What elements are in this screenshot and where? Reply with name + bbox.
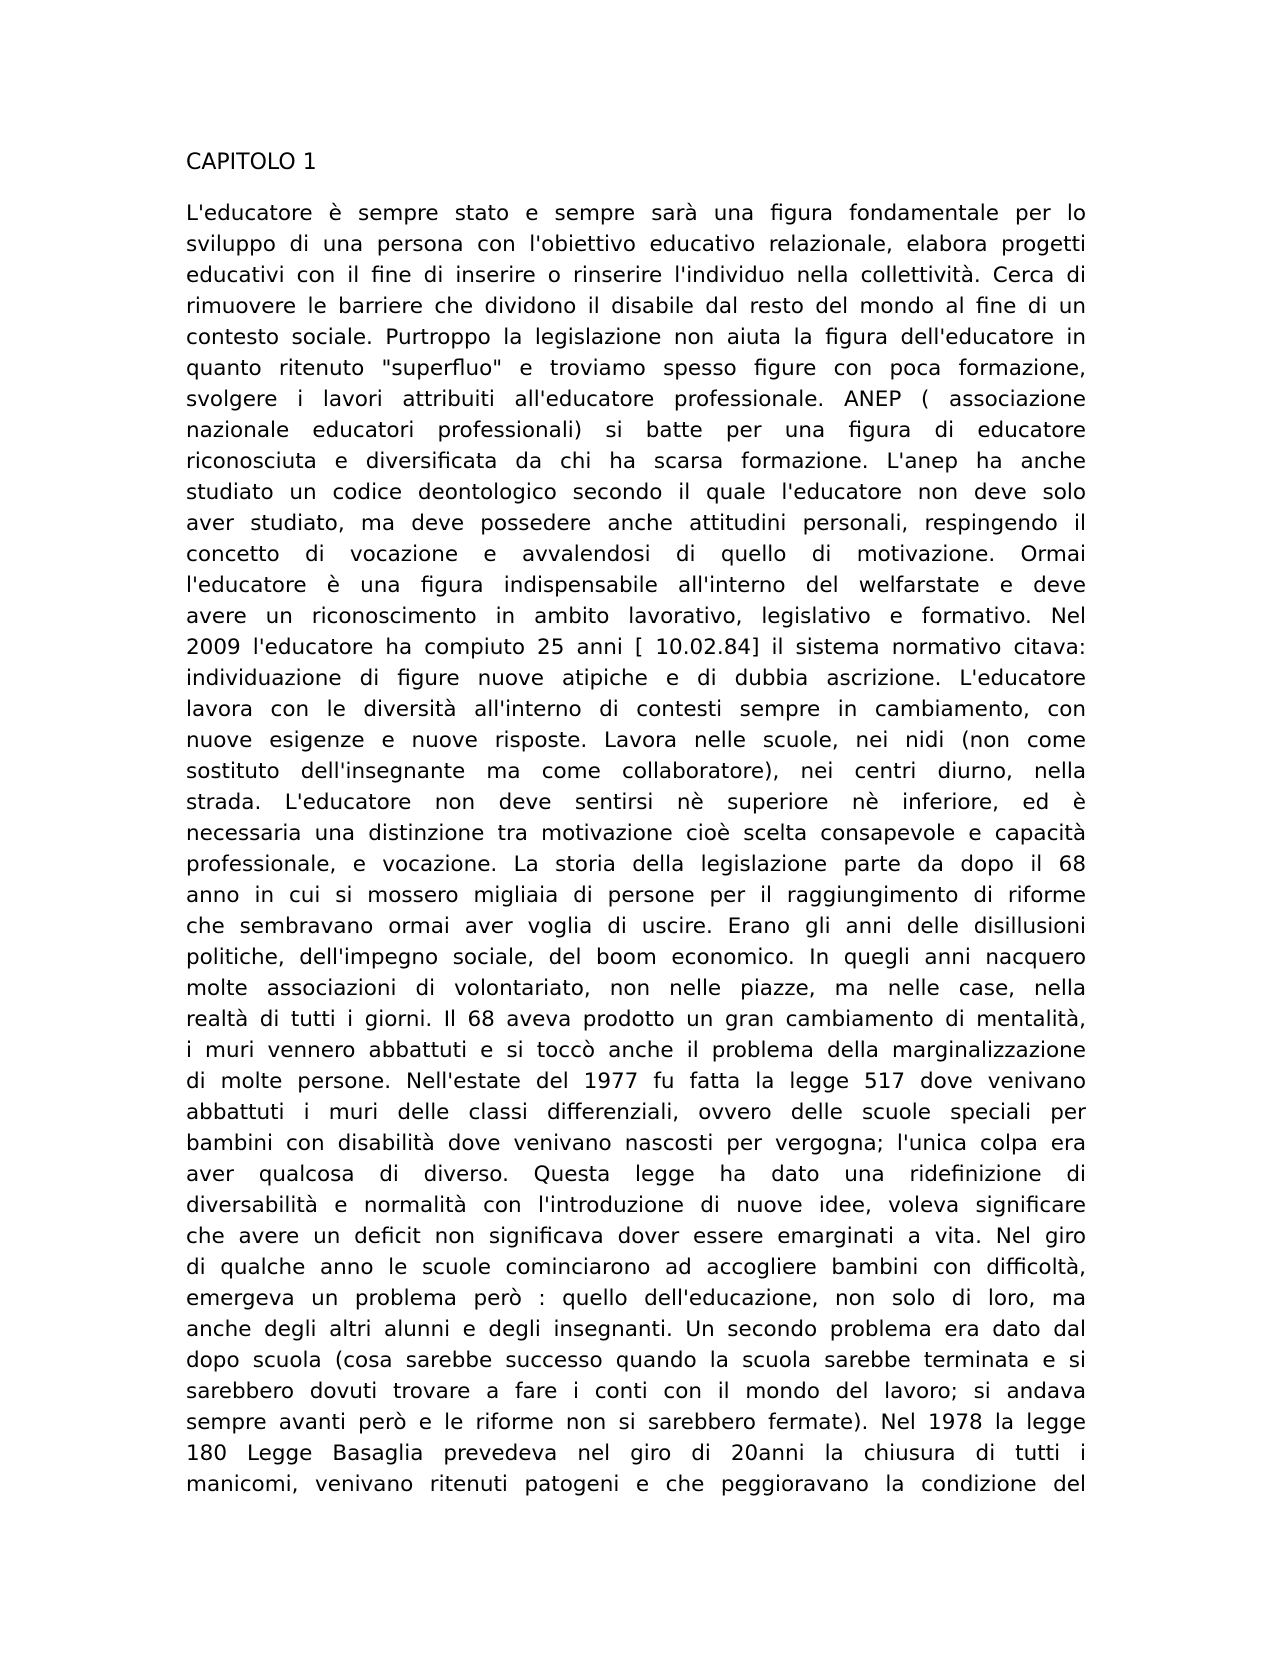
body-line: sostituto dell'insegnante ma come collaboratore), nei centri diurno, nella <box>186 759 1086 784</box>
body-line: sarebbero dovuti trovare a fare i conti con il mondo del lavoro; si andava <box>186 1379 1086 1404</box>
body-line: necessaria una distinzione tra motivazione cioè scelta consapevole e capacità <box>186 821 1086 846</box>
body-line: aver qualcosa di diverso. Questa legge ha dato una ridefinizione di <box>186 1162 1086 1187</box>
body-line: nazionale educatori professionali) si batte per una figura di educatore <box>186 418 1086 443</box>
body-line: L'educatore è sempre stato e sempre sarà una figura fondamentale per lo <box>186 201 1086 226</box>
body-line: di molte persone. Nell'estate del 1977 fu fatta la legge 517 dove venivano <box>186 1069 1086 1094</box>
body-line: educativi con il fine di inserire o rinserire l'individuo nella collettività. Cerca di <box>186 263 1086 288</box>
body-line: 2009 l'educatore ha compiuto 25 anni [ 10.02.84] il sistema normativo citava: <box>186 635 1086 660</box>
body-line: emergeva un problema però : quello dell'educazione, non solo di loro, ma <box>186 1286 1086 1311</box>
body-line: svolgere i lavori attribuiti all'educatore professionale. ANEP ( associazione <box>186 387 1086 412</box>
body-line: molte associazioni di volontariato, non nelle piazze, ma nelle case, nella <box>186 976 1086 1001</box>
body-line: professionale, e vocazione. La storia della legislazione parte da dopo il 68 <box>186 852 1086 877</box>
body-line: studiato un codice deontologico secondo il quale l'educatore non deve solo <box>186 480 1086 505</box>
body-line: abbattuti i muri delle classi differenziali, ovvero delle scuole speciali per <box>186 1100 1086 1125</box>
body-line: aver studiato, ma deve possedere anche attitudini personali, respingendo il <box>186 511 1086 536</box>
body-line: realtà di tutti i giorni. Il 68 aveva prodotto un gran cambiamento di mentalità, <box>186 1007 1086 1032</box>
body-line: concetto di vocazione e avvalendosi di quello di motivazione. Ormai <box>186 542 1086 567</box>
body-line: 180 Legge Basaglia prevedeva nel giro di 20anni la chiusura di tutti i <box>186 1441 1086 1466</box>
body-line: lavora con le diversità all'interno di contesti sempre in cambiamento, con <box>186 697 1086 722</box>
body-line: strada. L'educatore non deve sentirsi nè superiore nè inferiore, ed è <box>186 790 1086 815</box>
body-line: che avere un deficit non significava dover essere emarginati a vita. Nel giro <box>186 1224 1086 1249</box>
body-line: anche degli altri alunni e degli insegnanti. Un secondo problema era dato dal <box>186 1317 1086 1342</box>
body-line: politiche, dell'impegno sociale, del boom economico. In quegli anni nacquero <box>186 945 1086 970</box>
body-line: sempre avanti però e le riforme non si sarebbero fermate). Nel 1978 la legge <box>186 1410 1086 1435</box>
body-line: avere un riconoscimento in ambito lavorativo, legislativo e formativo. Nel <box>186 604 1086 629</box>
body-line: diversabilità e normalità con l'introduzione di nuove idee, voleva significare <box>186 1193 1086 1218</box>
body-line: contesto sociale. Purtroppo la legislazione non aiuta la figura dell'educatore in <box>186 325 1086 350</box>
body-line: bambini con disabilità dove venivano nascosti per vergogna; l'unica colpa era <box>186 1131 1086 1156</box>
body-line: quanto ritenuto "superfluo" e troviamo spesso figure con poca formazione, <box>186 356 1086 381</box>
body-line: l'educatore è una figura indispensabile all'interno del welfarstate e deve <box>186 573 1086 598</box>
body-line: riconosciuta e diversificata da chi ha scarsa formazione. L'anep ha anche <box>186 449 1086 474</box>
body-line: rimuovere le barriere che dividono il disabile dal resto del mondo al fine di un <box>186 294 1086 319</box>
body-line: individuazione di figure nuove atipiche e di dubbia ascrizione. L'educatore <box>186 666 1086 691</box>
body-line: dopo scuola (cosa sarebbe successo quando la scuola sarebbe terminata e si <box>186 1348 1086 1373</box>
body-paragraph <box>186 198 1086 1500</box>
body-line: di qualche anno le scuole cominciarono ad accogliere bambini con difficoltà, <box>186 1255 1086 1280</box>
body-line: nuove esigenze e nuove risposte. Lavora nelle scuole, nei nidi (non come <box>186 728 1086 753</box>
chapter-title: CAPITOLO 1 <box>186 150 317 175</box>
body-line: manicomi, venivano ritenuti patogeni e che peggioravano la condizione del <box>186 1472 1086 1497</box>
body-line: sviluppo di una persona con l'obiettivo educativo relazionale, elabora progetti <box>186 232 1086 257</box>
body-line: anno in cui si mossero migliaia di persone per il raggiungimento di riforme <box>186 883 1086 908</box>
body-line: che sembravano ormai aver voglia di uscire. Erano gli anni delle disillusioni <box>186 914 1086 939</box>
body-line: i muri vennero abbattuti e si toccò anche il problema della marginalizzazione <box>186 1038 1086 1063</box>
